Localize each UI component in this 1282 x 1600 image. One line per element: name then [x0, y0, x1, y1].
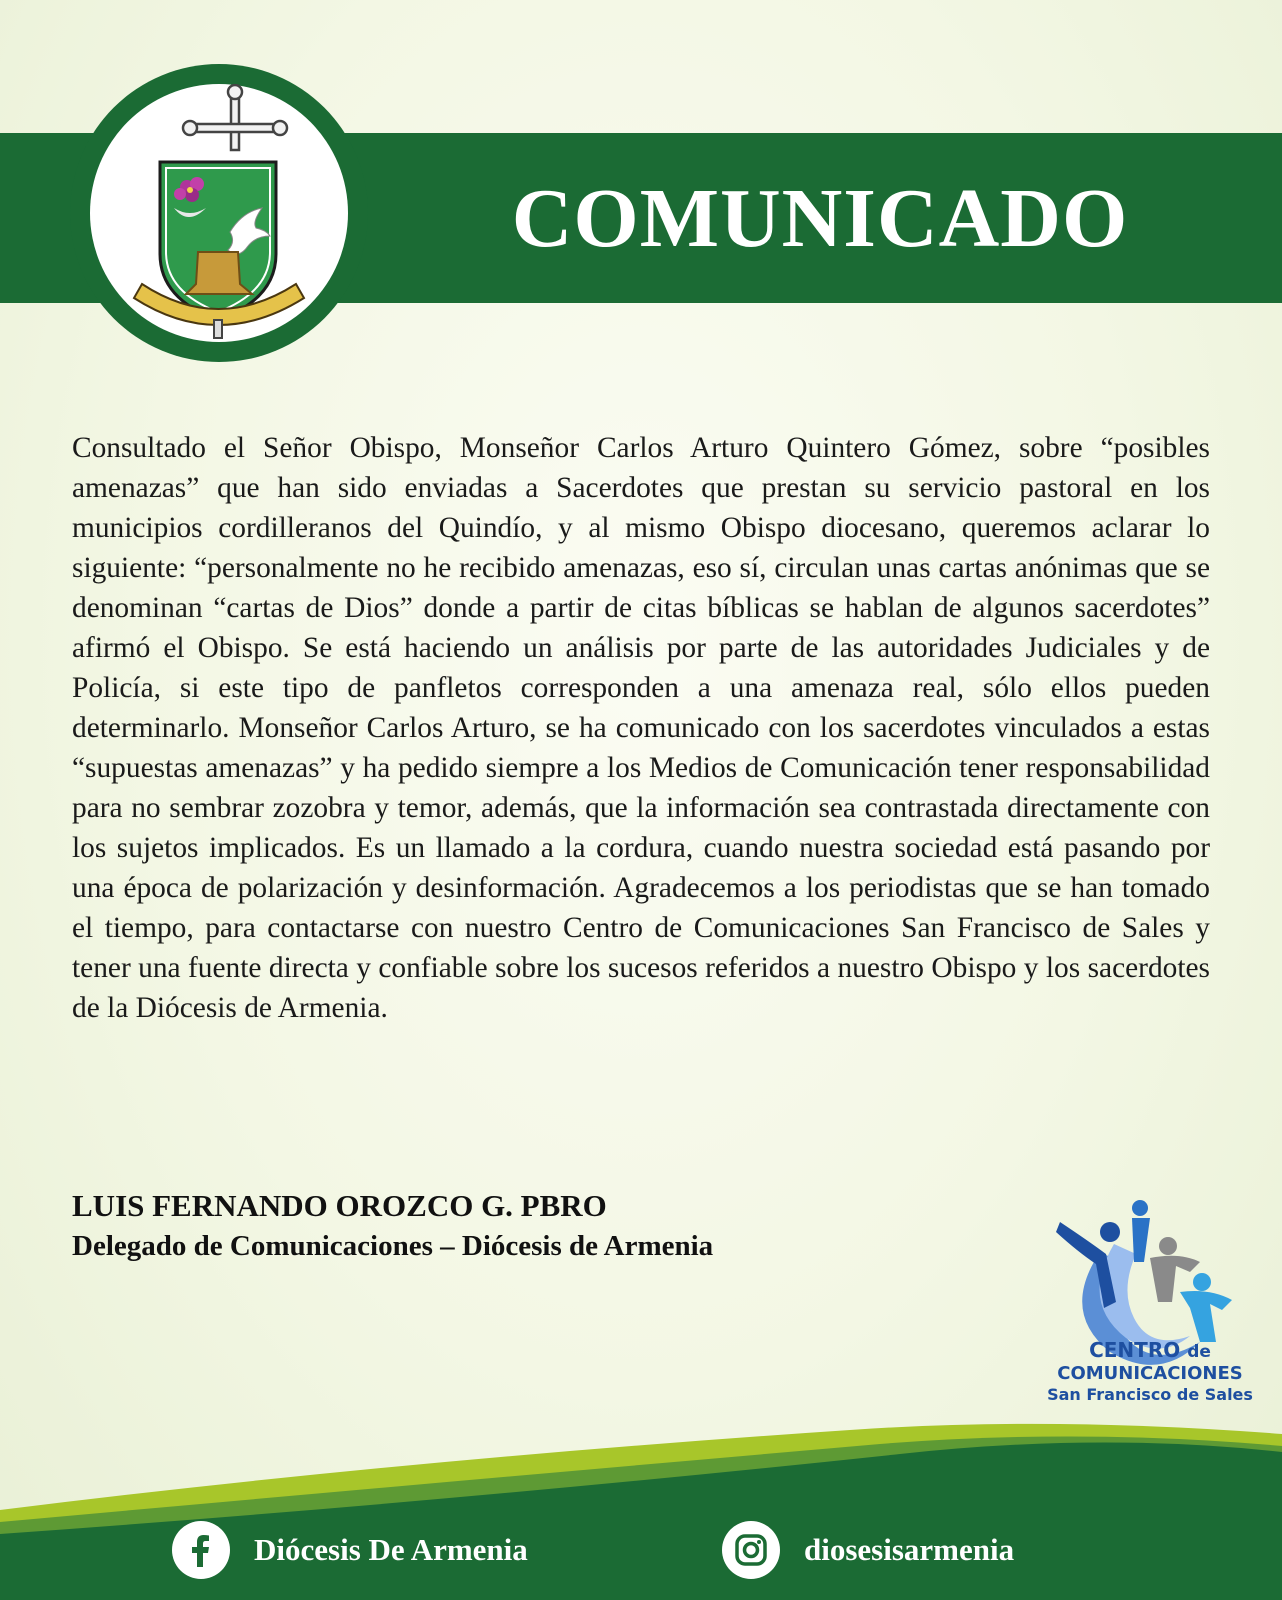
- facebook-label: Diócesis De Armenia: [254, 1532, 528, 1567]
- facebook-link[interactable]: [172, 1520, 528, 1580]
- communications-center-name: [1030, 1340, 1270, 1405]
- signer-name: LUIS FERNANDO OROZCO G. PBRO: [72, 1188, 607, 1223]
- cc-line3: San Francisco de Sales: [1047, 1385, 1253, 1404]
- signer-role: Delegado de Comunicaciones – Diócesis de Armenia: [72, 1230, 714, 1262]
- seal-background: [90, 84, 348, 342]
- coat-of-arms-icon: [90, 84, 348, 342]
- instagram-icon: [722, 1521, 780, 1579]
- page-title: COMUNICADO: [511, 171, 1129, 265]
- cc-line2: COMUNICACIONES: [1057, 1363, 1243, 1384]
- cc-line1: CENTRO de: [1089, 1338, 1211, 1362]
- instagram-label: diosesisarmenia: [804, 1532, 1015, 1567]
- facebook-icon: [172, 1521, 230, 1579]
- diocese-seal: [70, 64, 368, 362]
- instagram-link[interactable]: [722, 1520, 1014, 1580]
- statement-body: Consultado el Señor Obispo, Monseñor Carlos Arturo Quintero Gómez, sobre “posibles amenazas” que han sido enviadas a Sacerdotes que prestan su servicio pastoral en los municipios cordilleranos del Quindío, y al mismo Obispo diocesano, queremos aclarar lo siguiente: “personalmente no he recibido amenazas, eso sí, circulan unas cartas anónimas que se denominan “cartas de Dios” donde a partir de citas bíblicas se hablan de algunos sacerdotes” afirmó el Obispo. Se está haciendo un análisis por parte de las autoridades Judiciales y de Policía, si este tipo de panfletos corresponden a una amenaza real, sólo ellos pueden determinarlo. Monseñor Carlos Arturo, se ha comunicado con los sacerdotes vinculados a estas “supuestas amenazas” y ha pedido siempre a los Medios de Comunicación tener responsabilidad para no sembrar zozobra y temor, además, que la información sea contrastada directamente con los sujetos implicados. Es un llamado a la cordura, cuando nuestra sociedad está pasando por una época de polarización y desinformación. Agradecemos a los periodistas que se han tomado el tiempo, para contactarse con nuestro Centro de Comunicaciones San Francisco de Sales y tener una fuente directa y confiable sobre los sucesos referidos a nuestro Obispo y los sacerdotes de la Diócesis de Armenia.: [72, 432, 1210, 1024]
